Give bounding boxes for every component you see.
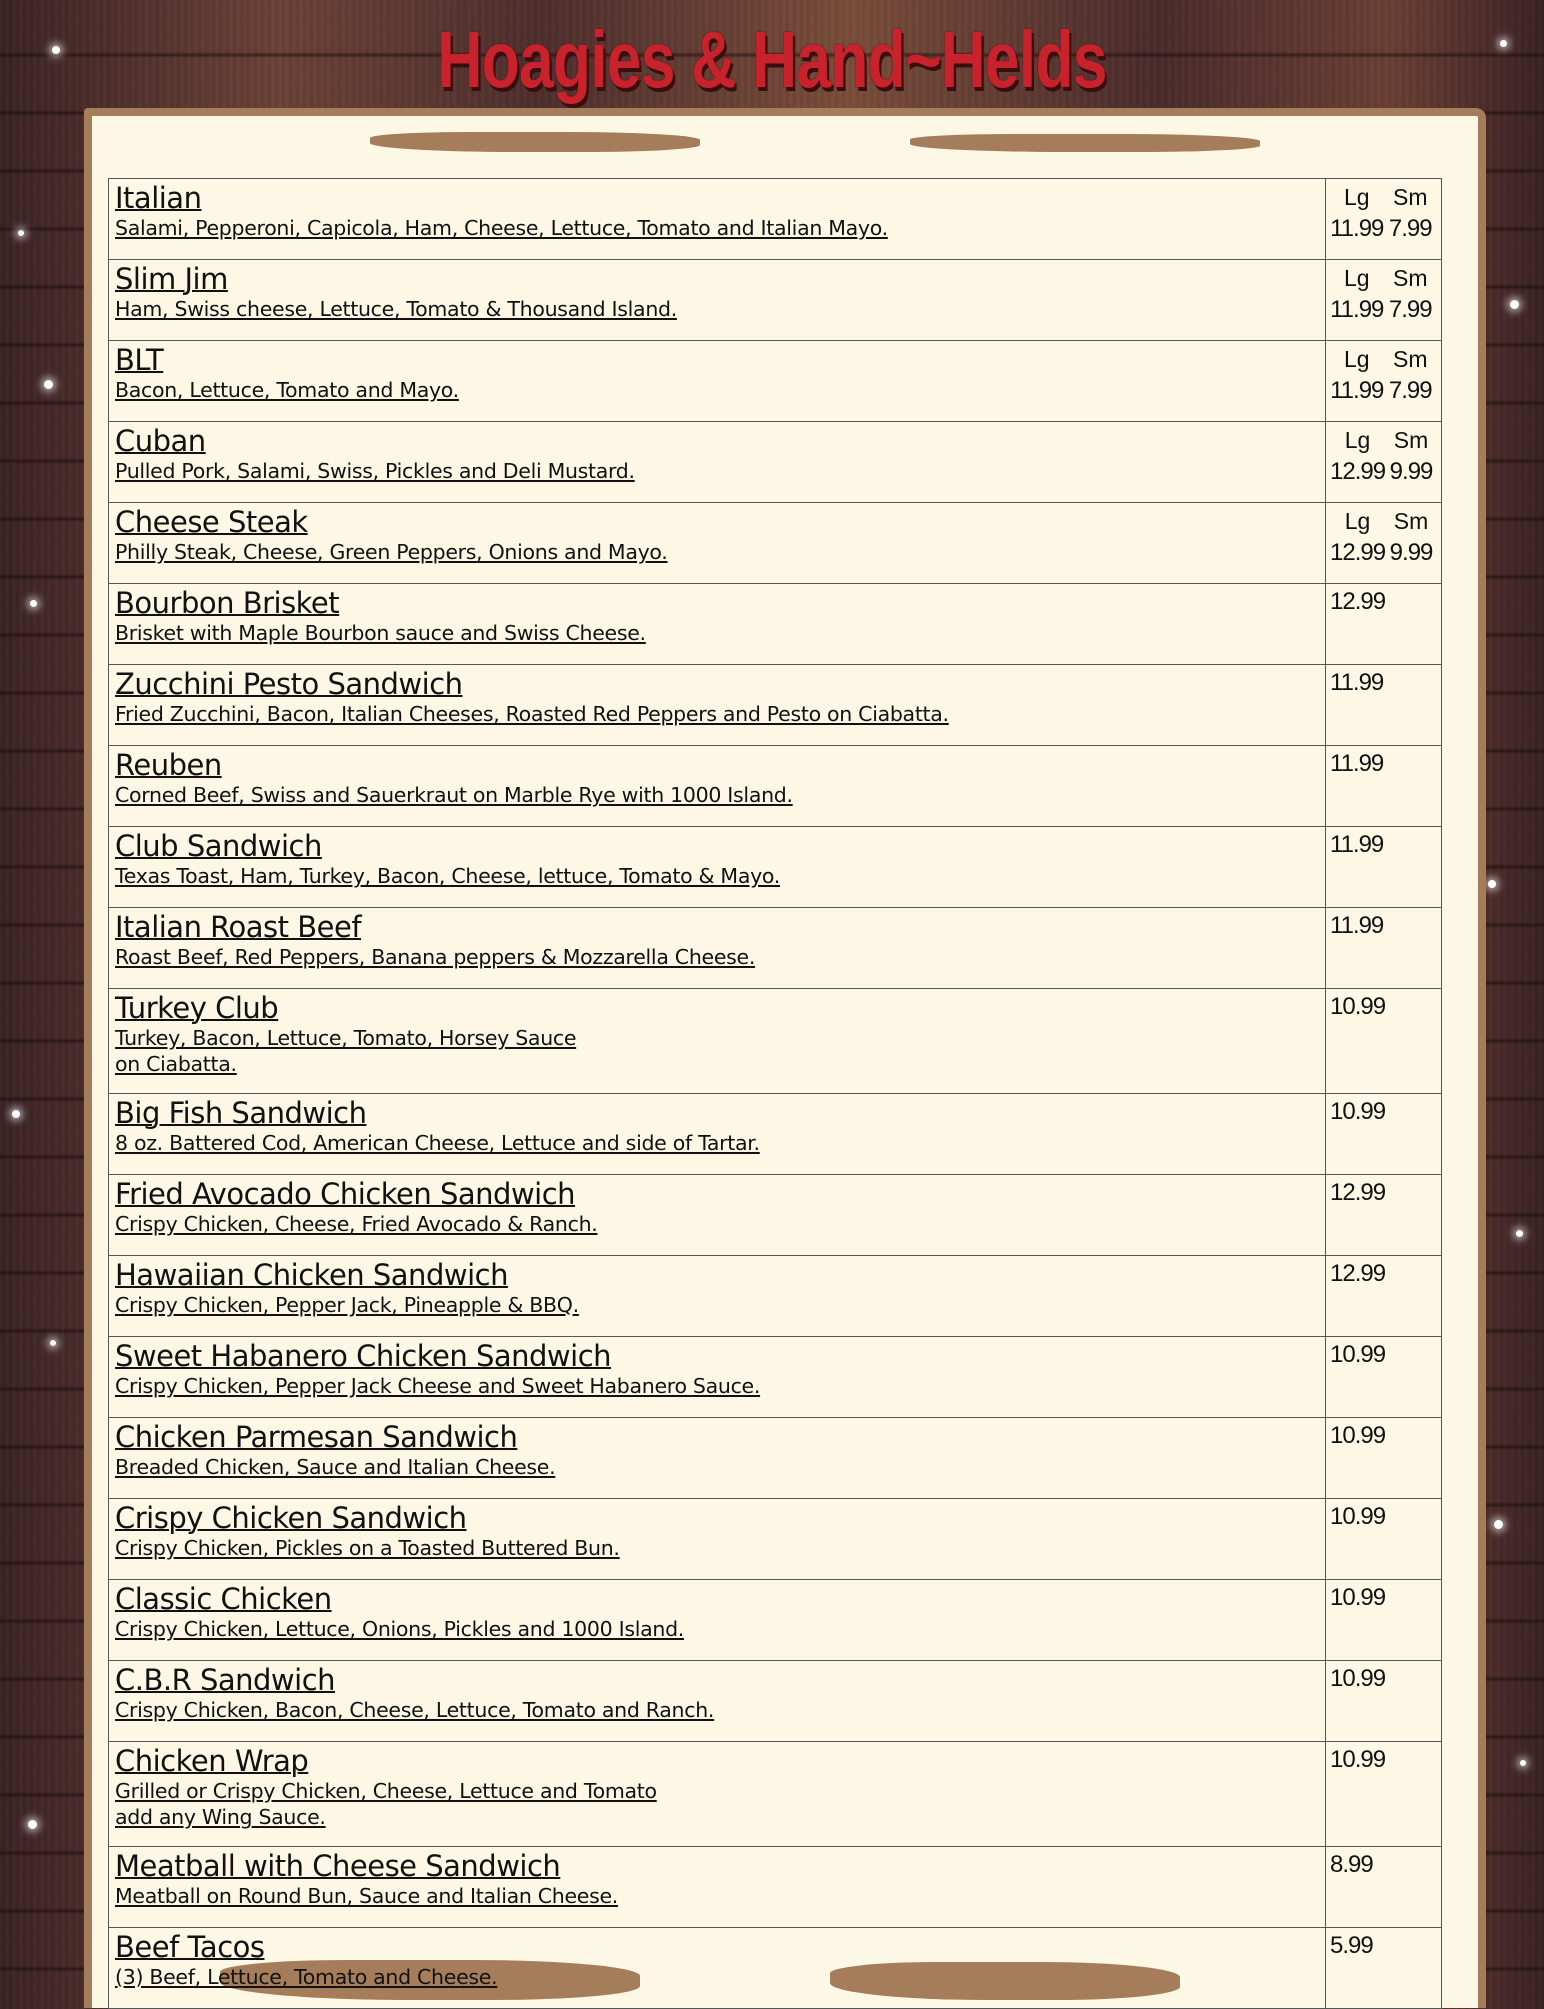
item-name: Italian Roast Beef	[115, 910, 362, 944]
menu-item-row	[109, 1094, 1442, 1175]
sparkle	[1500, 40, 1507, 47]
item-name: Classic Chicken	[115, 1582, 332, 1616]
item-name: Reuben	[115, 748, 222, 782]
item-name: Meatball with Cheese Sandwich	[115, 1849, 561, 1883]
item-name: Chicken Parmesan Sandwich	[115, 1420, 518, 1454]
item-price-cell	[1326, 1337, 1442, 1418]
item-price: 10.99	[1330, 1503, 1386, 1530]
item-description: Turkey, Bacon, Lettuce, Tomato, Horsey Sauce on Ciabatta.	[115, 1026, 577, 1076]
price-large: 11.99	[1330, 377, 1384, 404]
menu-item-row	[109, 827, 1442, 908]
item-name: Club Sandwich	[115, 829, 322, 863]
size-label-small: Sm	[1393, 265, 1428, 291]
item-description: Texas Toast, Ham, Turkey, Bacon, Cheese, lettuce, Tomato & Mayo.	[115, 864, 781, 888]
item-name: Turkey Club	[115, 991, 279, 1025]
sparkle	[28, 1820, 37, 1829]
item-name: Cheese Steak	[115, 505, 308, 539]
item-price-cell	[1326, 503, 1442, 584]
size-price-grid	[1330, 181, 1437, 245]
item-description-cell	[109, 1499, 1326, 1580]
menu-item-row	[109, 746, 1442, 827]
item-description-cell	[109, 746, 1326, 827]
item-description-cell	[109, 503, 1326, 584]
item-price-cell	[1326, 260, 1442, 341]
item-description-cell	[109, 827, 1326, 908]
item-price-cell	[1326, 665, 1442, 746]
menu-item-row	[109, 584, 1442, 665]
item-price: 10.99	[1330, 1746, 1386, 1773]
item-name: Bourbon Brisket	[115, 586, 340, 620]
sparkle	[1510, 300, 1519, 309]
item-price-cell	[1326, 1580, 1442, 1661]
sparkle	[44, 380, 53, 389]
item-price-cell	[1326, 179, 1442, 260]
price-large: 11.99	[1330, 296, 1384, 323]
item-price-cell	[1326, 746, 1442, 827]
item-description-cell	[109, 260, 1326, 341]
menu-item-row	[109, 1175, 1442, 1256]
size-label-large: Lg	[1343, 184, 1370, 210]
item-price-cell	[1326, 1094, 1442, 1175]
menu-item-row	[109, 341, 1442, 422]
item-price-cell	[1326, 584, 1442, 665]
menu-item-row	[109, 179, 1442, 260]
item-description-cell	[109, 1175, 1326, 1256]
item-description: Crispy Chicken, Pickles on a Toasted Buttered Bun.	[115, 1536, 620, 1560]
price-large: 11.99	[1330, 215, 1384, 242]
menu-item-row	[109, 1661, 1442, 1742]
item-name: Fried Avocado Chicken Sandwich	[115, 1177, 576, 1211]
item-price: 10.99	[1330, 1665, 1386, 1692]
item-price-cell	[1326, 908, 1442, 989]
item-name: Cuban	[115, 424, 206, 458]
item-description-cell	[109, 1661, 1326, 1742]
menu-item-row	[109, 1256, 1442, 1337]
sparkle	[12, 1110, 20, 1118]
item-price-cell	[1326, 1256, 1442, 1337]
item-name: Chicken Wrap	[115, 1744, 309, 1778]
sparkle	[18, 230, 24, 236]
item-name: BLT	[115, 343, 164, 377]
price-large: 12.99	[1330, 458, 1386, 485]
item-price: 11.99	[1330, 669, 1384, 696]
item-description: Meatball on Round Bun, Sauce and Italian Cheese.	[115, 1884, 618, 1908]
item-description: Bacon, Lettuce, Tomato and Mayo.	[115, 378, 459, 402]
sparkle	[30, 600, 37, 607]
size-price-grid	[1330, 505, 1437, 569]
item-price-cell	[1326, 1928, 1442, 2009]
item-description-cell	[109, 908, 1326, 989]
item-description: Salami, Pepperoni, Capicola, Ham, Cheese, Lettuce, Tomato and Italian Mayo.	[115, 216, 888, 240]
size-price-grid	[1330, 262, 1437, 326]
item-description: Crispy Chicken, Lettuce, Onions, Pickles and 1000 Island.	[115, 1617, 684, 1641]
price-small: 7.99	[1388, 296, 1432, 323]
item-name: Big Fish Sandwich	[115, 1096, 367, 1130]
item-description-cell	[109, 665, 1326, 746]
price-small: 9.99	[1389, 458, 1433, 485]
item-description: Crispy Chicken, Pepper Jack Cheese and Sweet Habanero Sauce.	[115, 1374, 761, 1398]
menu-item-row	[109, 260, 1442, 341]
item-price: 11.99	[1330, 831, 1384, 858]
menu-item-row	[109, 422, 1442, 503]
torn-paper-accent	[370, 132, 700, 152]
size-price-grid	[1330, 343, 1437, 407]
item-price-cell	[1326, 1418, 1442, 1499]
size-label-large: Lg	[1344, 508, 1371, 534]
item-description: Grilled or Crispy Chicken, Cheese, Lettuce and Tomato add any Wing Sauce.	[115, 1779, 657, 1829]
item-price-cell	[1326, 1661, 1442, 1742]
menu-item-row	[109, 1580, 1442, 1661]
menu-item-row	[109, 908, 1442, 989]
item-price-cell	[1326, 341, 1442, 422]
item-price: 10.99	[1330, 1098, 1386, 1125]
size-label-large: Lg	[1343, 346, 1370, 372]
item-price-cell	[1326, 1847, 1442, 1928]
item-description-cell	[109, 1928, 1326, 2009]
item-name: Italian	[115, 181, 202, 215]
item-description-cell	[109, 422, 1326, 503]
item-description: Crispy Chicken, Pepper Jack, Pineapple & BBQ.	[115, 1293, 579, 1317]
menu-item-row	[109, 1499, 1442, 1580]
menu-item-row	[109, 1928, 1442, 2009]
size-label-small: Sm	[1393, 427, 1429, 453]
item-price-cell	[1326, 1742, 1442, 1847]
item-name: Hawaiian Chicken Sandwich	[115, 1258, 508, 1292]
item-description-cell	[109, 179, 1326, 260]
item-description-cell	[109, 1847, 1326, 1928]
item-name: Sweet Habanero Chicken Sandwich	[115, 1339, 612, 1373]
item-price-cell	[1326, 989, 1442, 1094]
item-description-cell	[109, 584, 1326, 665]
item-price: 10.99	[1330, 1422, 1386, 1449]
item-price-cell	[1326, 827, 1442, 908]
item-price: 5.99	[1330, 1932, 1373, 1959]
item-description: Crispy Chicken, Cheese, Fried Avocado & Ranch.	[115, 1212, 598, 1236]
item-description-cell	[109, 1094, 1326, 1175]
size-label-large: Lg	[1343, 265, 1370, 291]
size-label-small: Sm	[1393, 508, 1429, 534]
item-name: Beef Tacos	[115, 1930, 265, 1964]
item-description-cell	[109, 989, 1326, 1094]
item-description: Breaded Chicken, Sauce and Italian Cheese.	[115, 1455, 556, 1479]
item-price: 10.99	[1330, 993, 1386, 1020]
item-description-cell	[109, 1418, 1326, 1499]
item-price-cell	[1326, 422, 1442, 503]
item-description-cell	[109, 1742, 1326, 1847]
size-price-grid	[1330, 424, 1437, 488]
size-label-small: Sm	[1393, 346, 1428, 372]
item-description: Ham, Swiss cheese, Lettuce, Tomato & Thousand Island.	[115, 297, 677, 321]
item-description: Brisket with Maple Bourbon sauce and Swiss Cheese.	[115, 621, 646, 645]
size-label-large: Lg	[1344, 427, 1371, 453]
sparkle	[1488, 880, 1496, 888]
item-name: Zucchini Pesto Sandwich	[115, 667, 463, 701]
size-label-small: Sm	[1393, 184, 1428, 210]
item-name: C.B.R Sandwich	[115, 1663, 336, 1697]
price-small: 7.99	[1388, 215, 1432, 242]
menu-item-row	[109, 989, 1442, 1094]
item-price: 8.99	[1330, 1851, 1373, 1878]
item-description: Fried Zucchini, Bacon, Italian Cheeses, Roasted Red Peppers and Pesto on Ciabatta.	[115, 702, 949, 726]
item-description: Crispy Chicken, Bacon, Cheese, Lettuce, Tomato and Ranch.	[115, 1698, 715, 1722]
item-description: (3) Beef, Lettuce, Tomato and Cheese.	[115, 1965, 498, 1989]
item-description: Philly Steak, Cheese, Green Peppers, Onions and Mayo.	[115, 540, 668, 564]
sparkle	[1520, 1760, 1526, 1766]
sparkle	[1516, 1230, 1523, 1237]
item-description: 8 oz. Battered Cod, American Cheese, Lettuce and side of Tartar.	[115, 1131, 760, 1155]
item-description: Pulled Pork, Salami, Swiss, Pickles and Deli Mustard.	[115, 459, 635, 483]
torn-paper-accent	[910, 134, 1260, 152]
item-name: Slim Jim	[115, 262, 228, 296]
sparkle	[50, 1340, 56, 1346]
item-description-cell	[109, 1580, 1326, 1661]
item-price: 11.99	[1330, 750, 1384, 777]
price-large: 12.99	[1330, 539, 1386, 566]
menu-table	[108, 178, 1442, 2009]
item-price: 12.99	[1330, 588, 1386, 615]
menu-item-row	[109, 1337, 1442, 1418]
menu-item-row	[109, 1847, 1442, 1928]
sparkle	[52, 46, 60, 54]
item-price-cell	[1326, 1175, 1442, 1256]
menu-item-row	[109, 1418, 1442, 1499]
item-price: 12.99	[1330, 1179, 1386, 1206]
item-description: Roast Beef, Red Peppers, Banana peppers & Mozzarella Cheese.	[115, 945, 756, 969]
price-small: 9.99	[1389, 539, 1433, 566]
item-price: 12.99	[1330, 1260, 1386, 1287]
item-price: 10.99	[1330, 1341, 1386, 1368]
item-description-cell	[109, 1337, 1326, 1418]
menu-item-row	[109, 665, 1442, 746]
item-price-cell	[1326, 1499, 1442, 1580]
item-description: Corned Beef, Swiss and Sauerkraut on Marble Rye with 1000 Island.	[115, 783, 793, 807]
menu-item-row	[109, 503, 1442, 584]
sparkle	[1494, 1520, 1503, 1529]
item-description-cell	[109, 1256, 1326, 1337]
page-title: Hoagies & Hand~Helds	[437, 15, 1107, 104]
item-price: 11.99	[1330, 912, 1384, 939]
price-small: 7.99	[1388, 377, 1432, 404]
menu-item-row	[109, 1742, 1442, 1847]
item-description-cell	[109, 341, 1326, 422]
item-name: Crispy Chicken Sandwich	[115, 1501, 467, 1535]
item-price: 10.99	[1330, 1584, 1386, 1611]
